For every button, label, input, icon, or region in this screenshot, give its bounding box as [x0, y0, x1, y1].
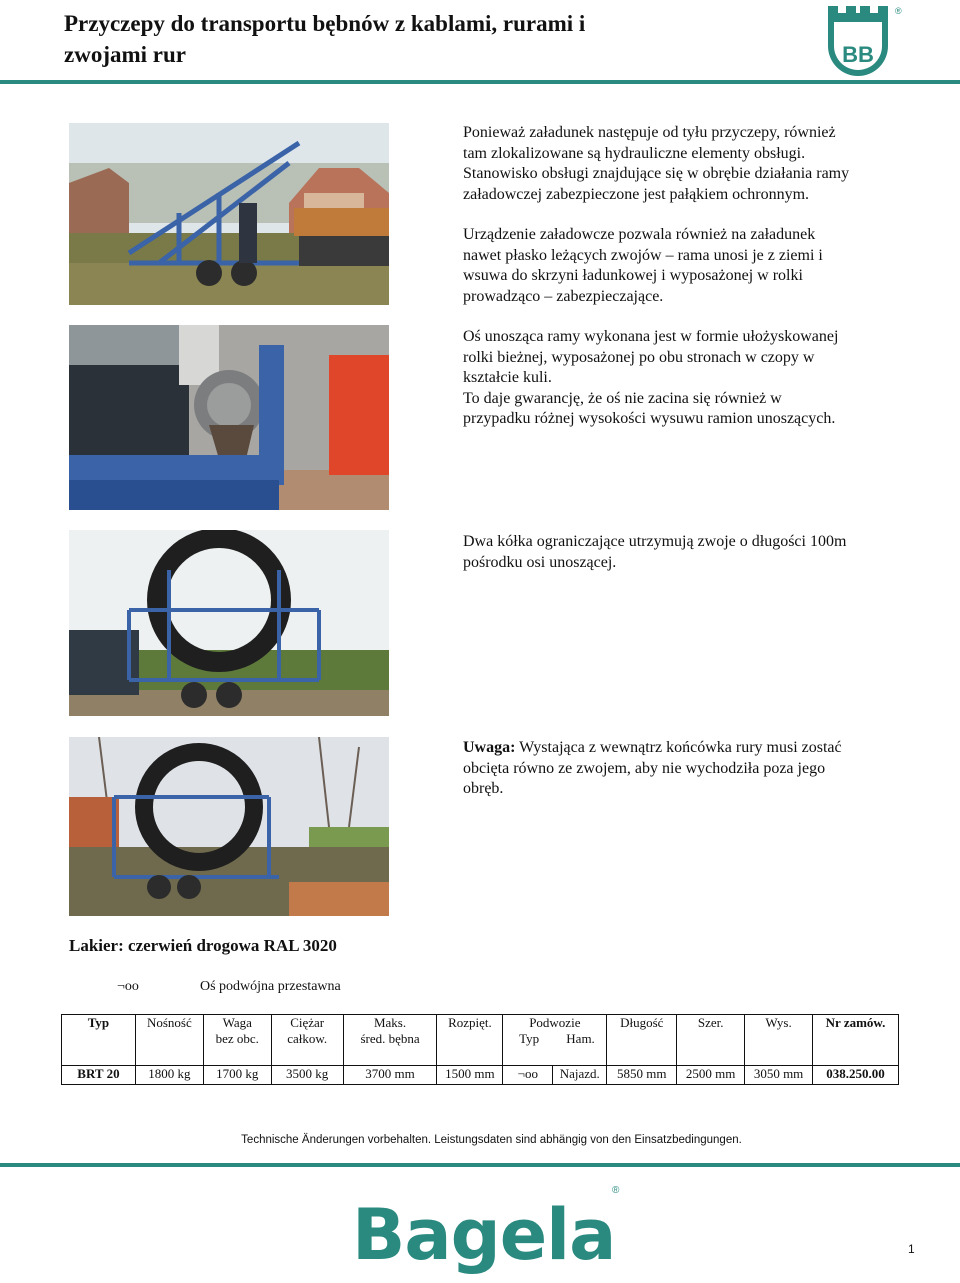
- header-podwozie-title: Podwozie: [529, 1015, 581, 1030]
- text-line: Stanowisko obsługi znajdujące się w obrębie działania ramy: [463, 165, 850, 182]
- photo-bearing-roller-axle: [69, 325, 389, 510]
- axle-legend-symbol: ¬oo: [117, 979, 139, 994]
- cell-typ: BRT 20: [62, 1066, 136, 1085]
- text-line: przypadku różnej wysokości wysuwu ramion unoszących.: [463, 410, 836, 427]
- header-podwozie: [503, 1015, 607, 1066]
- cell-wys: 3050 mm: [745, 1066, 813, 1085]
- header-typ: Typ: [62, 1015, 136, 1066]
- brand-logo: Bagela: [352, 1194, 616, 1276]
- page-number: 1: [908, 1242, 915, 1256]
- cell-nosnosc: 1800 kg: [135, 1066, 203, 1085]
- header-waga-line1: Waga: [222, 1015, 252, 1030]
- photo-trailer-loading-frame: [69, 123, 389, 305]
- text-line: tam zlokalizowane są hydrauliczne elementy obsługi.: [463, 144, 806, 162]
- header-maks: [343, 1015, 437, 1066]
- cell-nr: 038.250.00: [813, 1066, 899, 1085]
- photo-coil-limiting-wheels: [69, 530, 389, 716]
- header-podwozie-ham: Ham.: [566, 1031, 595, 1046]
- header-dlugosc: Długość: [607, 1015, 677, 1066]
- logo-text: BB: [842, 42, 874, 67]
- cell-waga: 1700 kg: [203, 1066, 271, 1085]
- title-line-1: Przyczepy do transportu bębnów z kablami, rurami i: [64, 11, 586, 36]
- text-line: [463, 738, 933, 759]
- registered-mark-top: ®: [895, 6, 902, 16]
- paragraph-loading-device: [463, 225, 933, 307]
- page-title: [64, 8, 764, 70]
- cell-rozpiet: 1500 mm: [437, 1066, 503, 1085]
- cell-podwozie-ham: Najazd.: [559, 1066, 600, 1081]
- cell-szer: 2500 mm: [677, 1066, 745, 1085]
- text-line: prowadząco – zabezpieczające.: [463, 287, 664, 305]
- header-waga: [203, 1015, 271, 1066]
- spec-table: [61, 1014, 899, 1085]
- text-line: obręb.: [463, 780, 504, 797]
- title-line-2: zwojami rur: [64, 42, 186, 67]
- registered-mark-bottom: ®: [612, 1185, 620, 1196]
- text-line: Urządzenie załadowcze pozwala również na załadunek: [463, 226, 816, 243]
- text-line: Ponieważ załadunek następuje od tyłu przyczepy, również: [463, 124, 836, 141]
- text-line: Dwa kółka ograniczające utrzymują zwoje o długości 100m: [463, 533, 847, 550]
- header-divider: [0, 80, 960, 84]
- text-line: pośrodku osi unoszącej.: [463, 553, 617, 571]
- header-maks-line2: śred. bębna: [360, 1031, 420, 1046]
- header-podwozie-typ: Typ: [519, 1031, 540, 1046]
- text-line: nawet płasko leżących zwojów – rama unosi je z ziemi i: [463, 246, 823, 264]
- header-ciezar-line2: całkow.: [287, 1031, 328, 1046]
- footnote: Technische Änderungen vorbehalten. Leistungsdaten sind abhängig von den Einsatzbedingungen.: [241, 1134, 742, 1146]
- paragraph-warning: [463, 738, 933, 800]
- cell-podwozie: [503, 1066, 607, 1085]
- paint-color-heading: Lakier: czerwień drogowa RAL 3020: [69, 936, 337, 955]
- text-line: rolki bieżnej, wyposażonej po obu stronach w czopy w: [463, 348, 815, 366]
- cell-ciezar: 3500 kg: [271, 1066, 343, 1085]
- footer-divider: [0, 1163, 960, 1167]
- paragraph-hydraulics: [463, 123, 933, 205]
- warning-label: Uwaga:: [463, 739, 516, 756]
- bagela-castle-logo-icon: [825, 4, 891, 78]
- text-line: załadowczej zabezpieczone jest pałąkiem ochronnym.: [463, 185, 810, 203]
- header-waga-line2: bez obc.: [215, 1031, 259, 1046]
- header-nosnosc: Nośność: [135, 1015, 203, 1066]
- cell-dlugosc: 5850 mm: [607, 1066, 677, 1085]
- photo-coil-cut-end: [69, 737, 389, 916]
- header-wys: Wys.: [745, 1015, 813, 1066]
- cell-podwozie-sub: [503, 1066, 606, 1084]
- text-line: wsuwa do skrzyni ładunkowej i wyposażonej w rolki: [463, 267, 803, 284]
- table-header-row: [62, 1015, 899, 1066]
- paragraph-axle: [463, 327, 933, 430]
- text-line: obcięta równo ze zwojem, aby nie wychodziła poza jego: [463, 759, 826, 777]
- text-line: Oś unosząca ramy wykonana jest w formie ułożyskowanej: [463, 328, 839, 345]
- table-row: [62, 1066, 899, 1085]
- paragraph-limiting-wheels: [463, 532, 933, 573]
- header-nr: Nr zamów.: [813, 1015, 899, 1066]
- text-fragment: Wystająca z wewnątrz końcówka rury musi zostać: [515, 739, 842, 756]
- header-szer: Szer.: [677, 1015, 745, 1066]
- header-rozpiet: Rozpięt.: [437, 1015, 503, 1066]
- header-podwozie-sub: [503, 1031, 606, 1065]
- header-ciezar: [271, 1015, 343, 1066]
- axle-legend-text: Oś podwójna przestawna: [200, 979, 341, 994]
- header-ciezar-line1: Ciężar: [290, 1015, 325, 1030]
- text-line: kształcie kuli.: [463, 369, 552, 386]
- text-line: To daje gwarancję, że oś nie zacina się również w: [463, 389, 782, 407]
- header-maks-line1: Maks.: [373, 1015, 407, 1030]
- cell-maks: 3700 mm: [343, 1066, 437, 1085]
- cell-podwozie-typ: ¬oo: [503, 1066, 552, 1084]
